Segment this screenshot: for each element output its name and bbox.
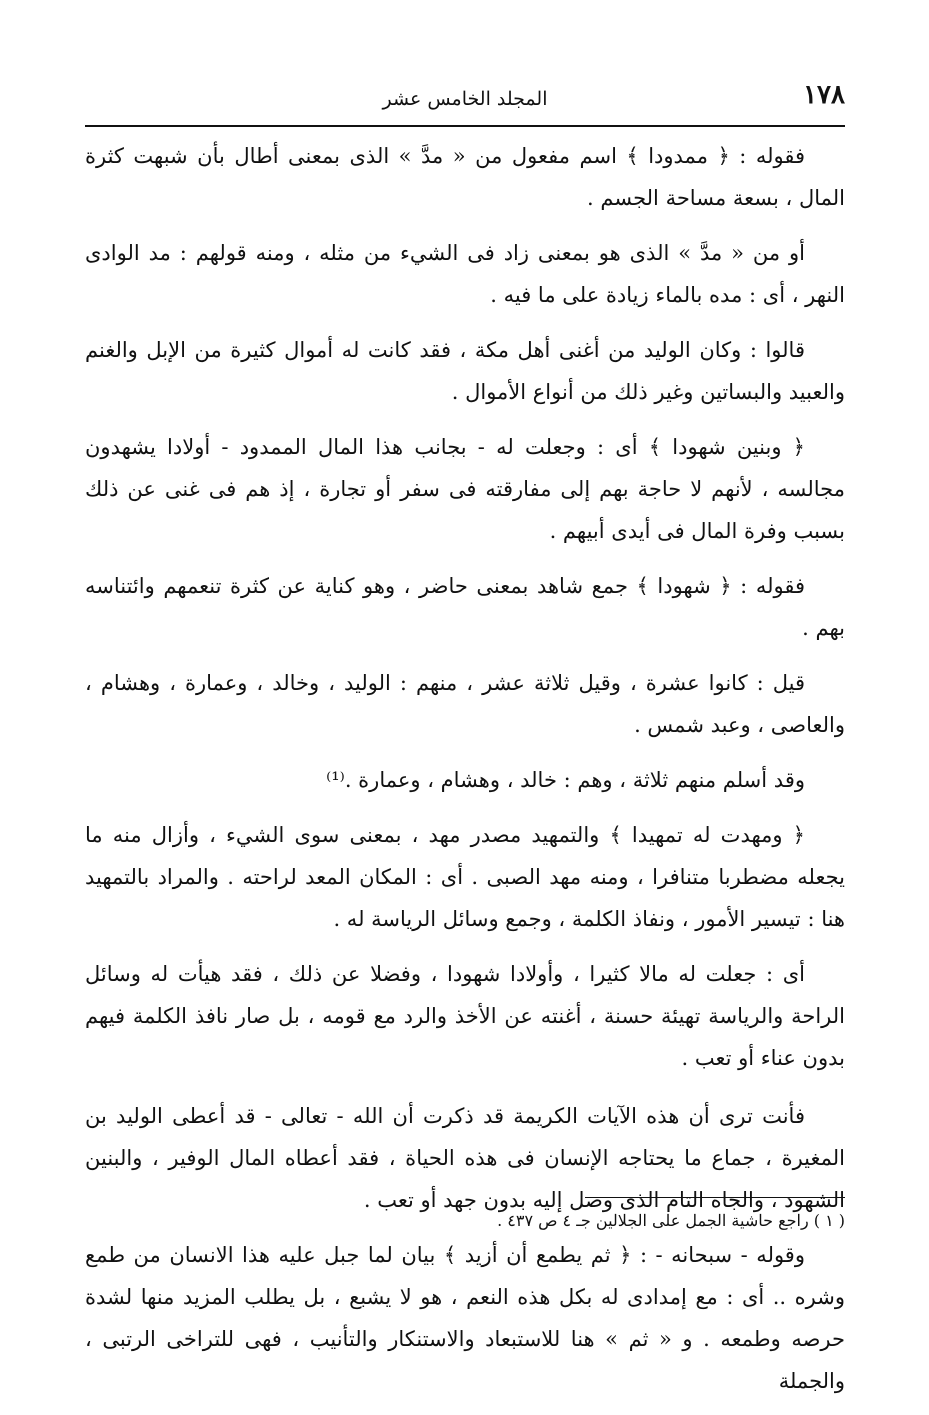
paragraph: قالوا : وكان الوليد من أغنى أهل مكة ، فقد كانت له أموال كثيرة من الإبل والغنم والعبيد والبساتين وغير ذلك من أنواع الأموال . xyxy=(85,338,845,404)
paragraph: قيل : كانوا عشرة ، وقيل ثلاثة عشر ، منهم : الوليد ، وخالد ، وعمارة ، وهشام ، والعاصى ، وعبد شمس . xyxy=(85,671,845,737)
paragraph: أى : جعلت له مالا كثيرا ، وأولادا شهودا ، وفضلا عن ذلك ، فقد هيأت له وسائل الراحة والرياسة تهيئة حسنة ، أغنته عن الأخذ والرد مع قومه ، بل صار نافذ الكلمة فيهم بدون عناء أو تعب . xyxy=(85,962,845,1070)
header-rule xyxy=(85,125,845,127)
paragraph: فقوله : ﴿ ممدودا ﴾ اسم مفعول من « مدَّ » الذى بمعنى أطال بأن شبهت كثرة المال ، بسعة مساحة الجسم . xyxy=(85,144,845,210)
page-number: ١٧٨ xyxy=(803,80,845,110)
paragraph: وقد أسلم منهم ثلاثة ، وهم : خالد ، وهشام ، وعمارة .⁽¹⁾ xyxy=(326,768,805,792)
paragraph: فأنت ترى أن هذه الآيات الكريمة قد ذكرت أن الله - تعالى - قد أعطى الوليد بن المغيرة ، جماع ما يحتاجه الإنسان فى هذه الحياة ، فقد أعطاه المال الوفير ، والبنين الشهود ، والجاه التام الذى وصل إليه بدون جهد أو تعب . xyxy=(85,1104,845,1212)
footnote-rule xyxy=(585,1197,845,1198)
paragraph: ﴿ ومهدت له تمهيدا ﴾ والتمهيد مصدر مهد ، بمعنى سوى الشيء ، وأزال منه ما يجعله مضطربا متنافرا ، ومنه مهد الصبى . أى : المكان المعد لراحته . والمراد بالتمهيد هنا : تيسير الأمور ، ونفاذ الكلمة ، وجمع وسائل الرياسة له . xyxy=(85,823,845,931)
paragraph: فقوله : ﴿ شهودا ﴾ جمع شاهد بمعنى حاضر ، وهو كناية عن كثرة تنعمهم وائتناسه بهم . xyxy=(85,574,845,640)
paragraph: أو من « مدَّ » الذى هو بمعنى زاد فى الشيء من مثله ، ومنه قولهم : مد الوادى النهر ، أى : مده بالماء زيادة على ما فيه . xyxy=(85,241,845,307)
page-header xyxy=(85,78,845,120)
paragraph: ﴿ وبنين شهودا ﴾ أى : وجعلت له - بجانب هذا المال الممدود - أولادا يشهدون مجالسه ، لأنهم لا حاجة بهم إلى مفارقته فى سفر أو تجارة ، إذ هم فى غنى عن ذلك بسبب وفرة المال فى أيدى أبيهم . xyxy=(85,435,845,543)
running-title: المجلد الخامس عشر xyxy=(382,88,548,110)
footnote: ( ١ ) راجع حاشية الجمل على الجلالين جـ ٤ ص ٤٣٧ . xyxy=(497,1211,845,1230)
paragraph: وقوله - سبحانه - : ﴿ ثم يطمع أن أزيد ﴾ بيان لما جبل عليه هذا الانسان من طمع وشره .. أى : مع إمدادى له بكل هذه النعم ، هو لا يشبع ، بل يطلب المزيد منها لشدة حرصه وطمعه . و « ثم » هنا للاستبعاد والاستنكار والتأنيب ، فهى للتراخى الرتبى ، والجملة xyxy=(85,1243,845,1393)
